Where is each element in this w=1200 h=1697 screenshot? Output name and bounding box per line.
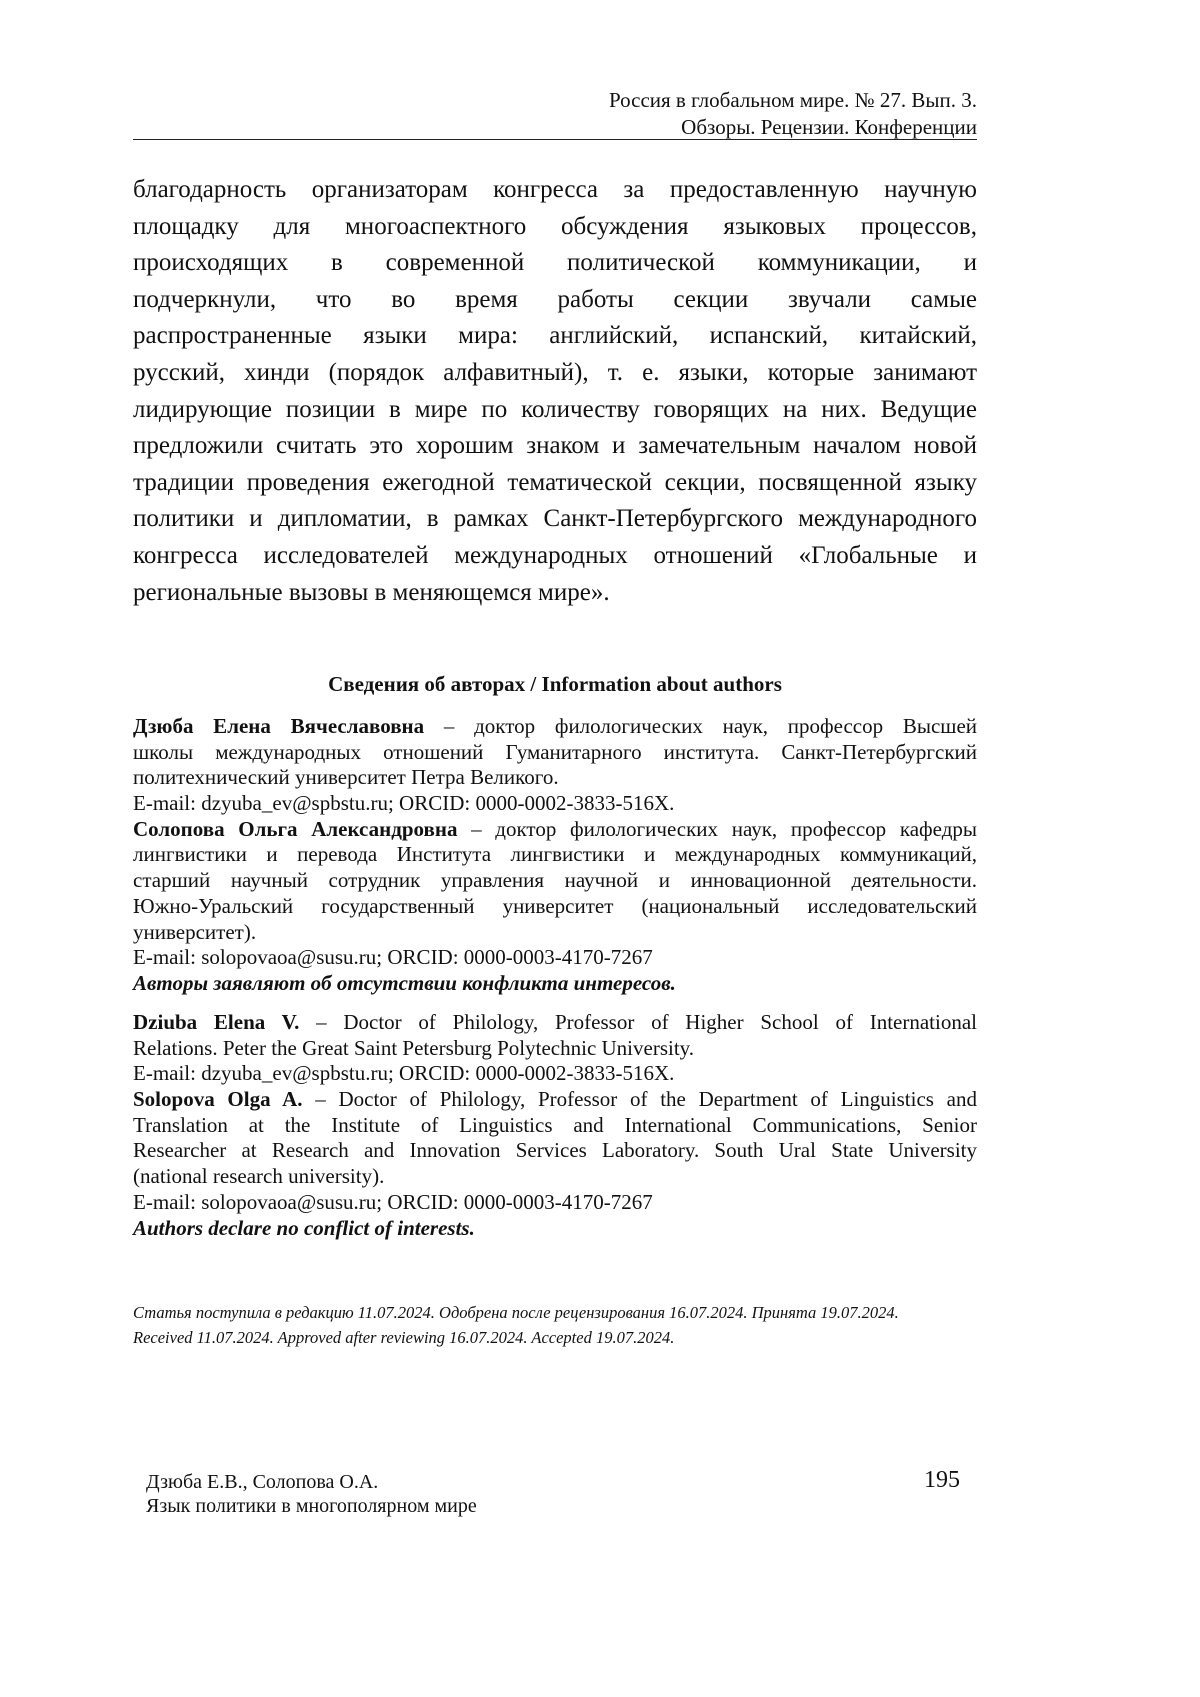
journal-title: Россия в глобальном мире. № 27. Вып. 3. xyxy=(609,87,977,114)
author-1-line: Relations. Peter the Great Saint Petersburg Polytechnic University. xyxy=(133,1036,977,1062)
author-2-line: Researcher at Research and Innovation Services Laboratory. South Ural State University xyxy=(133,1138,977,1164)
body-line: подчеркнули, что во время работы секции звучали самые xyxy=(133,282,977,319)
authors-info-en xyxy=(133,1010,977,1241)
author-2-line: Solopova Olga A. – Doctor of Philology, Professor of the Department of Linguistics and xyxy=(133,1087,977,1113)
dates-en: Received 11.07.2024. Approved after reviewing 16.07.2024. Accepted 19.07.2024. xyxy=(133,1325,899,1350)
footer-title: Язык политики в многополярном мире xyxy=(146,1494,477,1518)
body-line: предложили считать это хорошим знаком и замечательным началом новой xyxy=(133,428,977,465)
body-line: конгресса исследователей международных отношений «Глобальные и xyxy=(133,538,977,575)
author-2-contact: E-mail: solopovaoa@susu.ru; ORCID: 0000-0003-4170-7267 xyxy=(133,945,977,971)
author-1-contact: E-mail: dzyuba_ev@spbstu.ru; ORCID: 0000-0002-3833-516X. xyxy=(133,1061,977,1087)
author-1-line: политехнический университет Петра Великого. xyxy=(133,765,977,791)
body-line: политики и дипломатии, в рамках Санкт-Петербургского международного xyxy=(133,501,977,538)
section-title: Обзоры. Рецензии. Конференции xyxy=(609,114,977,141)
body-line: русский, хинди (порядок алфавитный), т. е. языки, которые занимают xyxy=(133,355,977,392)
author-2-line: (national research university). xyxy=(133,1164,977,1190)
author-2-line: университет). xyxy=(133,920,977,946)
dates-ru: Статья поступила в редакцию 11.07.2024. Одобрена после рецензирования 16.07.2024. Принята 19.07.2024. xyxy=(133,1300,899,1325)
author-2-name: Солопова Ольга Александровна xyxy=(133,817,457,841)
author-2-line: Солопова Ольга Александровна – доктор филологических наук, профессор кафедры xyxy=(133,817,977,843)
header-divider xyxy=(133,139,977,140)
body-line: происходящих в современной политической коммуникации, и xyxy=(133,245,977,282)
body-line: благодарность организаторам конгресса за предоставленную научную xyxy=(133,172,977,209)
footer-authors: Дзюба Е.В., Солопова О.А. xyxy=(146,1470,477,1494)
running-footer xyxy=(146,1470,477,1518)
body-line: распространенные языки мира: английский, испанский, китайский, xyxy=(133,318,977,355)
body-line: площадку для многоаспектного обсуждения языковых процессов, xyxy=(133,209,977,246)
author-2-contact: E-mail: solopovaoa@susu.ru; ORCID: 0000-0003-4170-7267 xyxy=(133,1190,977,1216)
author-1-contact: E-mail: dzyuba_ev@spbstu.ru; ORCID: 0000-0002-3833-516X. xyxy=(133,791,977,817)
conflict-statement-ru: Авторы заявляют об отсутствии конфликта интересов. xyxy=(133,971,977,997)
author-2-line: Южно-Уральский государственный университет (национальный исследовательский xyxy=(133,894,977,920)
author-1-line: Dziuba Elena V. – Doctor of Philology, Professor of Higher School of International xyxy=(133,1010,977,1036)
running-header xyxy=(609,87,977,141)
author-2-name: Solopova Olga A. xyxy=(133,1087,303,1111)
author-1-line: Дзюба Елена Вячеславовна – доктор филологических наук, профессор Высшей xyxy=(133,714,977,740)
author-1-name: Dziuba Elena V. xyxy=(133,1010,299,1034)
body-paragraph xyxy=(133,172,977,611)
page-number: 195 xyxy=(924,1467,960,1494)
author-2-line: лингвистики и перевода Института лингвистики и международных коммуникаций, xyxy=(133,842,977,868)
authors-info-ru xyxy=(133,714,977,997)
authors-section-title: Сведения об авторах / Information about authors xyxy=(133,672,977,697)
author-1-line: школы международных отношений Гуманитарного института. Санкт-Петербургский xyxy=(133,740,977,766)
body-line: региональные вызовы в меняющемся мире». xyxy=(133,575,977,612)
conflict-statement-en: Authors declare no conflict of interests. xyxy=(133,1216,977,1242)
body-line: лидирующие позиции в мире по количеству говорящих на них. Ведущие xyxy=(133,392,977,429)
author-1-name: Дзюба Елена Вячеславовна xyxy=(133,714,424,738)
author-2-line: Translation at the Institute of Linguistics and International Communications, Senior xyxy=(133,1113,977,1139)
body-line: традиции проведения ежегодной тематической секции, посвященной языку xyxy=(133,465,977,502)
author-2-line: старший научный сотрудник управления научной и инновационной деятельности. xyxy=(133,868,977,894)
article-dates xyxy=(133,1300,899,1350)
